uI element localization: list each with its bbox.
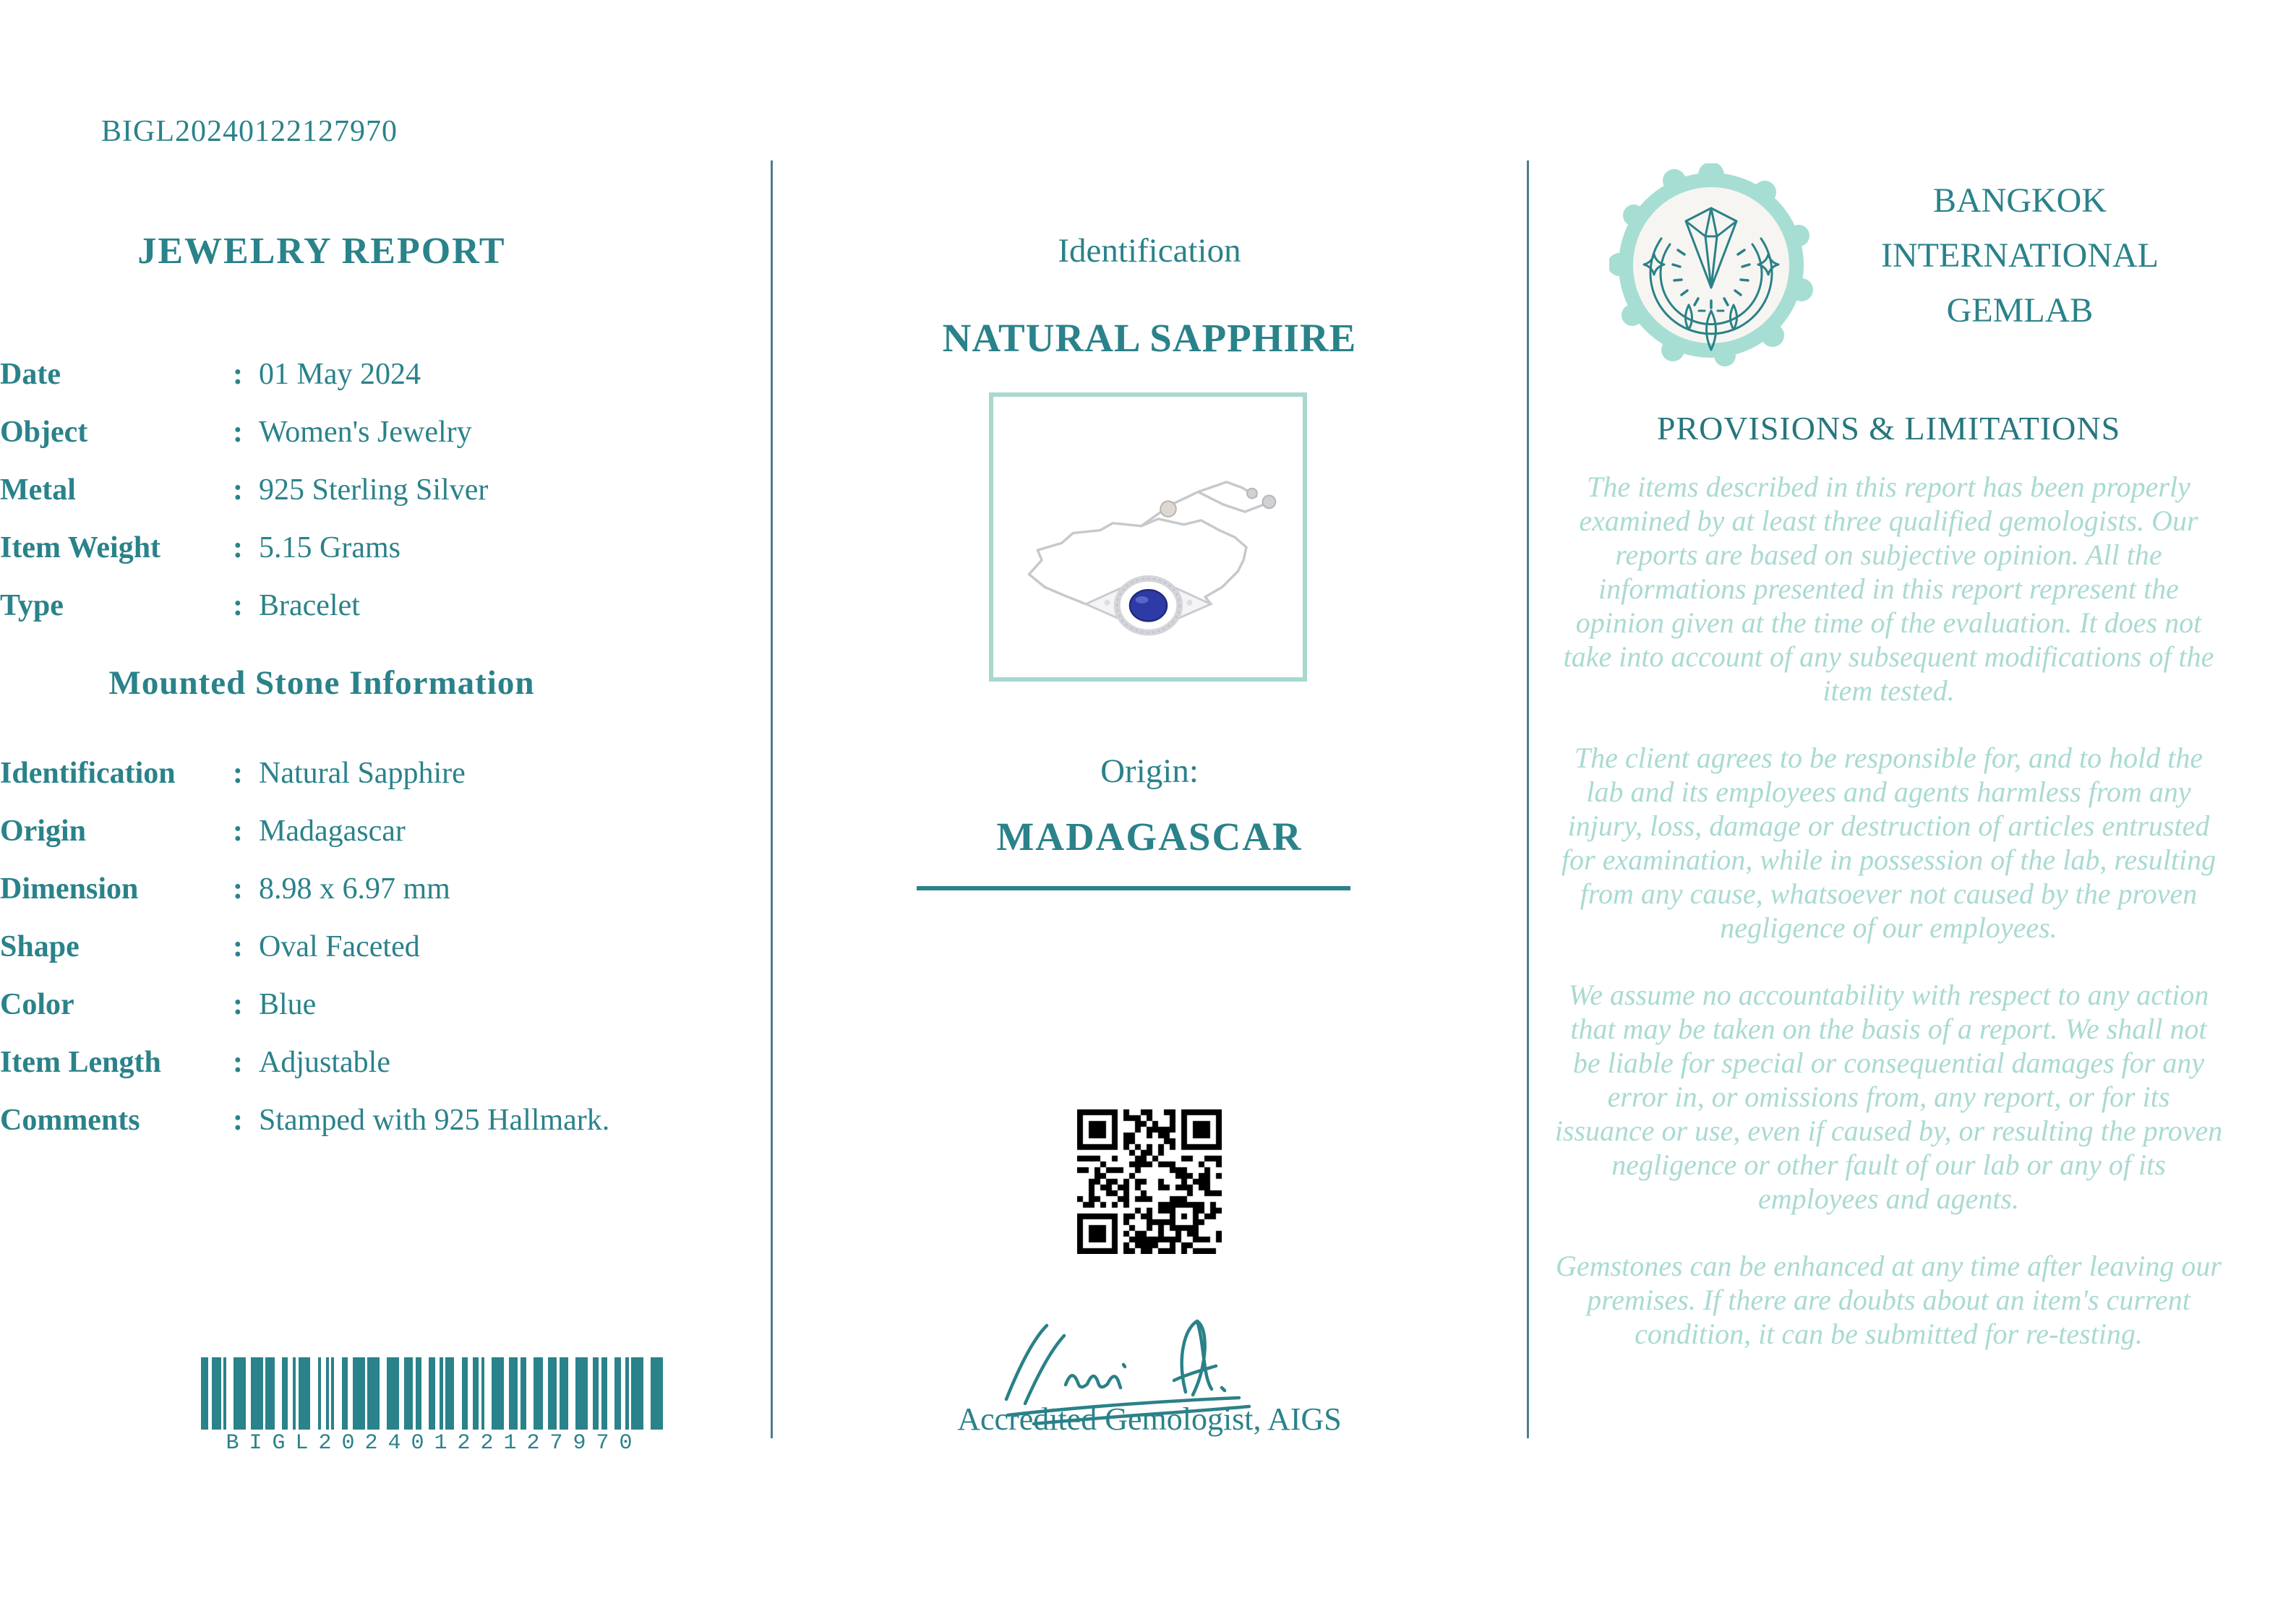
provisions-paragraphs [1554, 470, 2223, 1384]
row-label: Origin [0, 815, 87, 848]
table-row [0, 403, 654, 461]
table-row [0, 1034, 654, 1091]
column-divider-right [1527, 160, 1529, 1438]
row-value: Blue [259, 988, 317, 1021]
lab-name [1822, 173, 2218, 338]
row-value: Natural Sapphire [259, 757, 466, 790]
row-value: 8.98 x 6.97 mm [259, 872, 450, 906]
row-label: Metal [0, 473, 76, 507]
bracelet-image [993, 397, 1303, 677]
jewelry-report-title: JEWELRY REPORT [137, 231, 506, 272]
identification-heading: Identification [1058, 232, 1241, 270]
row-label: Dimension [0, 872, 139, 906]
table-row [0, 577, 654, 635]
provisions-paragraph: The items described in this report has been properly examined by at least three qualified gemologists. Our reports are based on subjective opinion. All the informations presented in this report represent the opinion given at the time of the evaluation. It does not take into account of any subsequent modifications of the item tested. [1563, 471, 2214, 707]
qr-code [1077, 1109, 1222, 1254]
row-value: Oval Faceted [259, 930, 420, 963]
table-row [0, 1091, 654, 1149]
stone-info-table [0, 744, 654, 1149]
table-row [0, 802, 654, 860]
accredited-line: Accredited Gemologist, AIGS [957, 1401, 1342, 1437]
table-row [0, 744, 654, 802]
barcode [201, 1357, 667, 1456]
identification-value: NATURAL SAPPHIRE [942, 316, 1357, 360]
table-row [0, 461, 654, 519]
row-label: Comments [0, 1104, 140, 1137]
origin-value: MADAGASCAR [996, 815, 1303, 859]
origin-underline [917, 886, 1350, 890]
row-colon: : [233, 358, 243, 391]
origin-heading: Origin: [1100, 752, 1199, 790]
row-colon: : [233, 531, 243, 564]
table-row [0, 519, 654, 577]
row-value: Women's Jewelry [259, 416, 472, 449]
row-value: 5.15 Grams [259, 531, 400, 564]
row-colon: : [233, 988, 243, 1021]
row-value: Bracelet [259, 589, 360, 622]
barcode-text: BIGL20240122127970 [226, 1431, 643, 1456]
row-value: Adjustable [259, 1046, 390, 1079]
barcode-bars-icon [201, 1357, 667, 1430]
jewelry-photo-frame [989, 392, 1307, 682]
table-row [0, 918, 654, 976]
table-row [0, 860, 654, 918]
gemlab-badge-icon [1609, 163, 1813, 367]
column-divider-left [771, 160, 773, 1438]
row-label: Object [0, 416, 88, 449]
table-row [0, 345, 654, 403]
row-label: Date [0, 358, 61, 391]
row-label: Color [0, 988, 74, 1021]
provisions-title: PROVISIONS & LIMITATIONS [1656, 410, 2121, 447]
row-colon: : [233, 473, 243, 507]
report-number: BIGL20240122127970 [101, 115, 398, 148]
lab-name-line: GEMLAB [1946, 291, 2094, 330]
clasp-bead [1160, 501, 1176, 517]
row-label: Item Weight [0, 531, 161, 564]
row-colon: : [233, 1046, 243, 1079]
row-value: Stamped with 925 Hallmark. [259, 1104, 610, 1137]
provisions-paragraph: We assume no accountability with respect to any action that may be taken on the basis of a report. We shall not be liable for special or consequential damages for any error in, or omissions from, any report, or for its issuance or use, even if caused by, or resulting the proven negligence or other fault of our lab or any of its employees and agents. [1554, 979, 2223, 1215]
row-label: Type [0, 589, 64, 622]
provisions-paragraph: Gemstones can be enhanced at any time after leaving our premises. If there are doubts about an item's current condition, it can be submitted for re-testing. [1556, 1250, 2222, 1350]
row-colon: : [233, 872, 243, 906]
mounted-stone-title: Mounted Stone Information [108, 664, 535, 702]
row-colon: : [233, 589, 243, 622]
lab-name-line: BANGKOK [1933, 181, 2107, 220]
row-value: 925 Sterling Silver [259, 473, 489, 507]
row-label: Identification [0, 757, 176, 790]
sapphire-stone [1130, 590, 1167, 621]
table-row [0, 976, 654, 1034]
row-label: Item Length [0, 1046, 161, 1079]
row-colon: : [233, 815, 243, 848]
row-label: Shape [0, 930, 80, 963]
row-colon: : [233, 930, 243, 963]
row-colon: : [233, 757, 243, 790]
row-colon: : [233, 1104, 243, 1137]
jewelry-info-table [0, 345, 654, 635]
provisions-paragraph: The client agrees to be responsible for, and to hold the lab and its employees and agents harmless from any injury, loss, damage or destruction of articles entrusted for examination, while in possession of the lab, resulting from any cause, whatsoever not caused by the proven negligence of our employees. [1561, 742, 2216, 944]
lab-name-line: INTERNATIONAL [1881, 236, 2159, 275]
row-value: Madagascar [259, 815, 406, 848]
row-colon: : [233, 416, 243, 449]
row-value: 01 May 2024 [259, 358, 421, 391]
